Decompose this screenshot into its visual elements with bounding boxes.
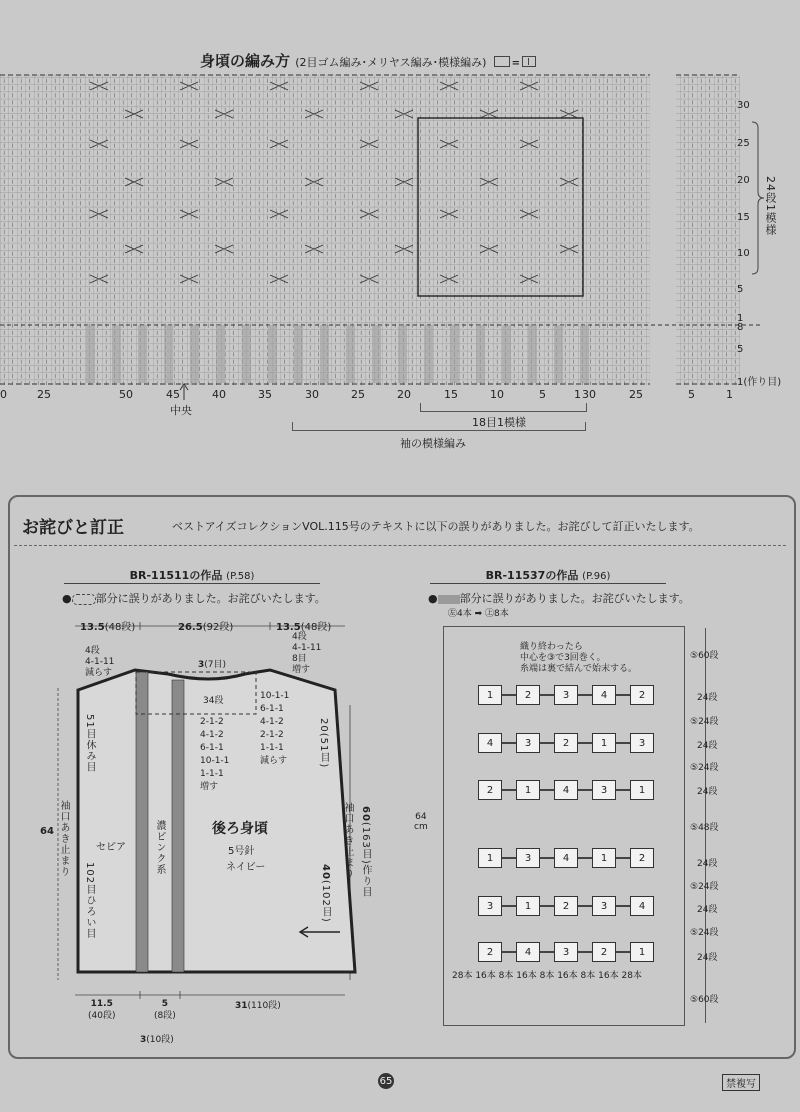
divider — [14, 545, 786, 546]
motif-cell: 2 — [478, 780, 502, 800]
x-tick: 40 — [212, 388, 226, 401]
right-low-dim: 40(102目) — [320, 864, 331, 923]
right-note: ● 部分に誤りがありました。お詫びいたします。 — [428, 592, 690, 605]
left-note: ● 部分に誤りがありました。お詫びいたします。 — [62, 592, 326, 605]
motif-cell: 2 — [630, 685, 654, 705]
vertical-repeat-label: 24段1模様 — [764, 176, 777, 236]
right-side-label: 20(51目) — [318, 718, 329, 769]
motif-link — [616, 951, 630, 953]
motif-row — [478, 780, 654, 800]
right-label: 24段 — [697, 953, 718, 963]
motif-cell: 1 — [592, 733, 616, 753]
motif-row — [478, 685, 654, 705]
motif-link — [616, 857, 630, 859]
motif-cell: 4 — [554, 780, 578, 800]
row-tick: 1 — [737, 313, 744, 324]
motif-cell: 3 — [516, 848, 540, 868]
motif-link — [502, 694, 516, 696]
row-tick: 5 — [737, 344, 744, 355]
x-tick: 50 — [119, 388, 133, 401]
motif-link — [540, 789, 554, 791]
x-tick: 25 — [351, 388, 365, 401]
x-tick: 25 — [37, 388, 51, 401]
motif-cell: 1 — [630, 780, 654, 800]
x-tick: 30 — [305, 388, 319, 401]
x-tick: 0 — [0, 388, 7, 401]
row-tick: 5 — [737, 284, 744, 295]
panel-height-label: 64 cm — [414, 812, 428, 832]
right-section-heading: BR-11537の作品 (P.96) — [430, 567, 666, 584]
motif-cell: 2 — [516, 685, 540, 705]
top-dim-1: 13.5(48段) — [80, 622, 136, 633]
motif-cell: 1 — [516, 780, 540, 800]
armhole-left-label: 袖口あき止まり — [58, 800, 69, 877]
errata-title: お詫びと訂正 — [22, 518, 124, 538]
x-tick: 5 — [688, 388, 695, 401]
motif-cell: 4 — [516, 942, 540, 962]
chart-subtitle: (2目ゴム編み･メリヤス編み･模様編み) — [295, 56, 487, 69]
motif-cell: 3 — [592, 896, 616, 916]
errata-heading — [22, 513, 124, 538]
row-tick: 15 — [737, 212, 750, 223]
motif-cell: 3 — [516, 733, 540, 753]
motif-cell: 4 — [630, 896, 654, 916]
chart-title: 身頃の編み方 (2目ゴム編み･メリヤス編み･模様編み) = — [200, 50, 536, 71]
errata-description: ベストアイズコレクションVOL.115号のテキストに以下の誤りがありました。お詫びして訂正いたします。 — [172, 520, 700, 533]
repeat-label: 18目1模様 — [472, 416, 526, 429]
x-tick: 10 — [490, 388, 504, 401]
x-tick: 45 — [166, 388, 180, 401]
neck-mid-label: 34段 — [203, 696, 224, 706]
column-label-sepia: セピア — [96, 842, 126, 853]
motif-link — [616, 742, 630, 744]
motif-link — [502, 857, 516, 859]
motif-row — [478, 733, 654, 753]
right-label: 24段 — [697, 787, 718, 797]
motif-link — [502, 951, 516, 953]
motif-link — [578, 789, 592, 791]
motif-row — [478, 848, 654, 868]
stripe-label: 濃ピンク系 — [154, 820, 165, 875]
bottom-dim-1: 11.5 (40段) — [88, 999, 116, 1021]
right-label: 24段 — [697, 905, 718, 915]
motif-link — [578, 694, 592, 696]
x-tick: 30 — [582, 388, 596, 401]
no-copy-stamp: 禁複写 — [722, 1074, 760, 1091]
motif-link — [502, 742, 516, 744]
x-tick: 1 — [726, 388, 733, 401]
blank-cell-legend-icon — [494, 56, 510, 67]
left-section-heading: BR-11511の作品 (P.58) — [64, 567, 320, 584]
motif-cell: 3 — [554, 685, 578, 705]
row-tick: 1(作り目) — [737, 377, 782, 388]
left-shoulder-note: 4段 4-1-11 減らす — [85, 646, 115, 678]
bottom-counts: 28本 16本 8本 16本 8本 16本 8本 16本 28本 — [452, 971, 642, 981]
motif-cell: 4 — [554, 848, 578, 868]
bottom-dim-2: 5 (8段) — [154, 999, 176, 1021]
x-tick: 25 — [629, 388, 643, 401]
motif-cell: 4 — [592, 685, 616, 705]
motif-link — [578, 905, 592, 907]
motif-cell: 2 — [592, 942, 616, 962]
motif-cell: 3 — [630, 733, 654, 753]
page-number: 65 — [378, 1073, 394, 1089]
dashed-marker-icon — [72, 594, 96, 605]
motif-cell: 1 — [630, 942, 654, 962]
right-label: 24段 — [697, 859, 718, 869]
motif-link — [540, 857, 554, 859]
motif-link — [578, 857, 592, 859]
motif-cell: 1 — [478, 685, 502, 705]
motif-cell: 1 — [516, 896, 540, 916]
knit-stitch-legend-icon — [522, 56, 536, 67]
motif-link — [578, 951, 592, 953]
left-side-label: 51目休み目 — [84, 714, 95, 773]
motif-link — [540, 694, 554, 696]
motif-link — [540, 742, 554, 744]
motif-row — [478, 896, 654, 916]
right-label: ⑤60段 — [690, 995, 719, 1005]
x-tick: 20 — [397, 388, 411, 401]
top-dim-3: 13.5(48段) — [276, 622, 332, 633]
right-label: 24段 — [697, 693, 718, 703]
right-label: ⑤24段 — [690, 882, 719, 892]
motif-link — [616, 694, 630, 696]
right-label: ⑤24段 — [690, 763, 719, 773]
motif-link — [540, 905, 554, 907]
sleeve-bracket — [292, 422, 586, 431]
right-shoulder-note: 4段 4-1-11 8目 増す — [292, 632, 322, 675]
x-tick: 35 — [258, 388, 272, 401]
legend-equals: = — [511, 58, 521, 69]
motif-link — [616, 905, 630, 907]
motif-cell: 2 — [630, 848, 654, 868]
motif-link — [578, 742, 592, 744]
motif-cell: 1 — [478, 848, 502, 868]
repeat-bracket — [420, 403, 587, 412]
motif-row — [478, 942, 654, 962]
right-height-dim: 60(163目)作り目 — [360, 806, 371, 898]
right-label: ⑤48段 — [690, 823, 719, 833]
sleeve-label: 袖の模様編み — [400, 437, 466, 450]
x-tick: 15 — [444, 388, 458, 401]
row-tick: 30 — [737, 100, 750, 111]
right-label: ⑤60段 — [690, 651, 719, 661]
neck-top-dim: 3(7目) — [198, 660, 227, 670]
motif-cell: 3 — [554, 942, 578, 962]
row-tick: 10 — [737, 248, 750, 259]
motif-cell: 2 — [478, 942, 502, 962]
correction-text: ㊧4本 ➡ ㊤8本 — [448, 609, 509, 619]
row-tick: 25 — [737, 138, 750, 149]
armhole-right-label: 袖口あき止まり — [342, 802, 353, 879]
x-tick: 5 — [539, 388, 546, 401]
row-tick: 8 — [737, 322, 744, 333]
row-tick: 20 — [737, 175, 750, 186]
motif-link — [502, 789, 516, 791]
right-chart-grid — [676, 75, 740, 385]
motif-link — [540, 951, 554, 953]
motif-cell: 4 — [478, 733, 502, 753]
yarn-color: ネイビー — [226, 862, 266, 873]
needle-size: 5号針 — [228, 846, 255, 857]
weaving-instruction: 織り終わったら 中心を③で3回巻く。 糸端は裏で結んで始末する。 — [520, 642, 638, 674]
motif-link — [616, 789, 630, 791]
motif-cell: 2 — [554, 733, 578, 753]
gray-marker-icon — [438, 595, 460, 604]
right-label: 24段 — [697, 741, 718, 751]
motif-cell: 2 — [554, 896, 578, 916]
knitting-chart-grid — [0, 70, 800, 400]
x-tick: 1 — [574, 388, 581, 401]
piece-name: 後ろ身頃 — [212, 821, 268, 837]
neck-left-rows: 2-1-2 4-1-2 6-1-1 10-1-1 1-1-1 増す — [200, 717, 230, 792]
motif-cell: 1 — [592, 848, 616, 868]
center-label: 中央 — [170, 404, 192, 417]
right-label: ⑤24段 — [690, 928, 719, 938]
top-dim-2: 26.5(92段) — [178, 622, 234, 633]
motif-link — [502, 905, 516, 907]
pickup-label: 102目ひろい目 — [84, 862, 95, 940]
bottom-extra-dim: 3(10段) — [140, 1035, 174, 1045]
bottom-dim-3: 31(110段) — [235, 1001, 281, 1011]
motif-cell: 3 — [478, 896, 502, 916]
right-label: ⑤24段 — [690, 717, 719, 727]
motif-cell: 3 — [592, 780, 616, 800]
height-left-dim: 64 — [40, 826, 54, 837]
neck-right-rows: 10-1-1 6-1-1 4-1-2 2-1-2 1-1-1 減らす — [260, 691, 290, 766]
